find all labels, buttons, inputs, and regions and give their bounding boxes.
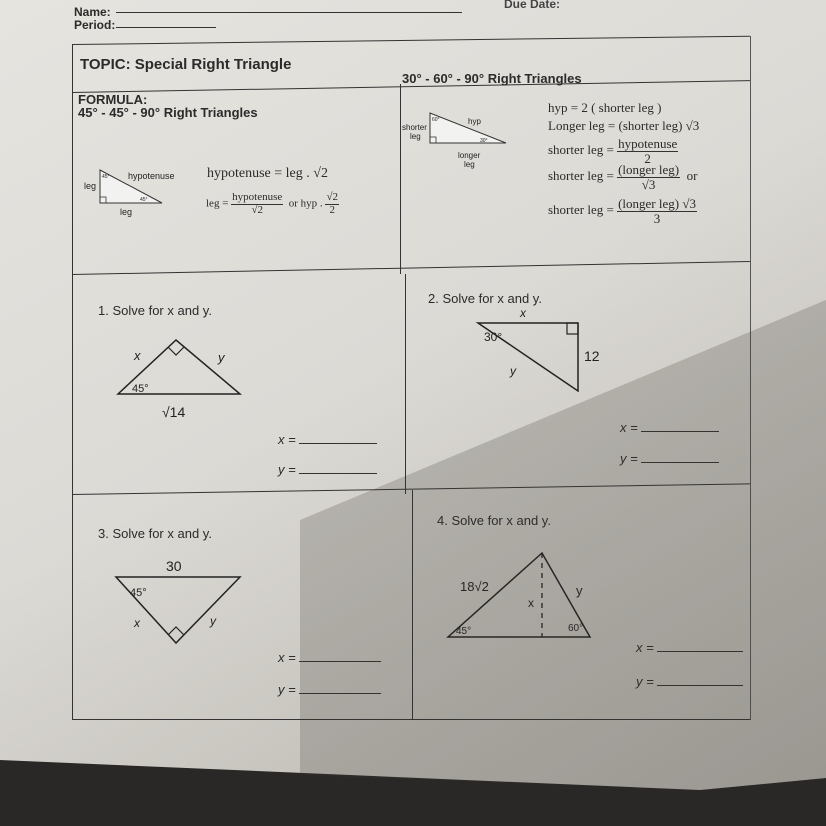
problem-2-y-answer[interactable]: y = [620,451,719,466]
problem-1-y: y [218,350,225,365]
problem-4-y: y [576,583,583,598]
shorter-label: shorter [402,123,427,132]
problem-1-angle: 45° [132,383,149,395]
formula-leg: leg = $\frac{\text{hypotenuse}}{√2}$ or hyp . $\frac{√2}{2}$ [206,191,338,216]
longer-leg-label: leg [464,160,475,169]
topic-title: TOPIC: Special Right Triangle [80,56,292,73]
formula-shorter-from-hyp: shorter leg = $\frac{\text{hypotenuse}}{2}$ [548,136,678,166]
problem-3-triangle [110,555,250,650]
problem-1-given: √14 [162,404,186,420]
angle-top-label: 45° [102,174,110,180]
angle-bottom-label: 45° [140,197,148,203]
problem-1-label: 1. Solve for x and y. [98,303,212,318]
problem-3-x: x [134,616,140,630]
problem-2-given: 12 [584,348,600,364]
problem-2-y: y [510,364,516,378]
problem-4-label: 4. Solve for x and y. [437,513,551,528]
formula-hyp: hyp = 2 ( shorter leg ) [548,100,662,115]
problem-1-y-answer[interactable]: y = [278,462,377,477]
problem-3-label: 3. Solve for x and y. [98,526,212,541]
hyp-label: hyp [468,117,481,126]
angle-60-label: 60° [432,117,440,123]
leg-bottom-label: leg [120,207,133,217]
problem-4-angle-left: 45° [456,626,472,637]
problem-1-x: x [134,348,141,363]
diagram-45-45-90 [80,165,190,225]
problem-3-angle: 45° [130,587,147,599]
section-45-title: 45° - 45° - 90° Right Triangles [78,105,258,120]
problem-1-x-answer[interactable]: x = [278,432,377,447]
problem-3-y: y [210,614,216,628]
formula-shorter-from-longer: shorter leg = $\frac{\text{(longer leg)}}{√3}$ or [548,162,698,192]
leg-side-label: leg [84,181,97,191]
formula-hyp-leg: hypotenuse = leg . √2 [207,166,328,181]
period-blank[interactable] [116,27,216,28]
problem-4-x: x [528,596,534,610]
problem-4-x-answer[interactable]: x = [636,640,743,655]
problem-2-label: 2. Solve for x and y. [428,291,542,306]
formula-shorter-rationalized: shorter leg = $\frac{\text{(longer leg) √3}}{3}$ [548,196,696,226]
problem-4-y-answer[interactable]: y = [636,674,743,689]
problem-4-given: 18√2 [460,579,489,594]
diagram-30-60-90 [398,108,518,170]
problem-1-triangle [110,330,250,430]
longer-label: longer [458,151,481,160]
problem-4-triangle [440,545,610,645]
angle-30-label: 30° [480,138,488,144]
period-label: Period: [74,18,116,32]
problem-3-given: 30 [166,558,182,574]
formula-longer-leg: Longer leg = (shorter leg) √3 [548,118,700,133]
problem-4-angle-right: 60° [568,623,584,634]
problem-2-x: x [520,306,526,320]
problem-2-triangle [460,305,620,395]
name-blank[interactable] [116,12,462,13]
section-30-title: 30° - 60° - 90° Right Triangles [402,71,582,86]
shorter-leg-label: leg [410,132,421,141]
problem-2-angle: 30° [484,330,503,344]
formula-label: FORMULA: [78,92,148,107]
name-label: Name: [74,5,111,19]
problem-3-x-answer[interactable]: x = [278,650,381,665]
hypotenuse-label: hypotenuse [128,171,175,181]
problem-2-x-answer[interactable]: x = [620,420,719,435]
problem-3-y-answer[interactable]: y = [278,682,381,697]
due-date-label: Due Date: [504,0,561,11]
